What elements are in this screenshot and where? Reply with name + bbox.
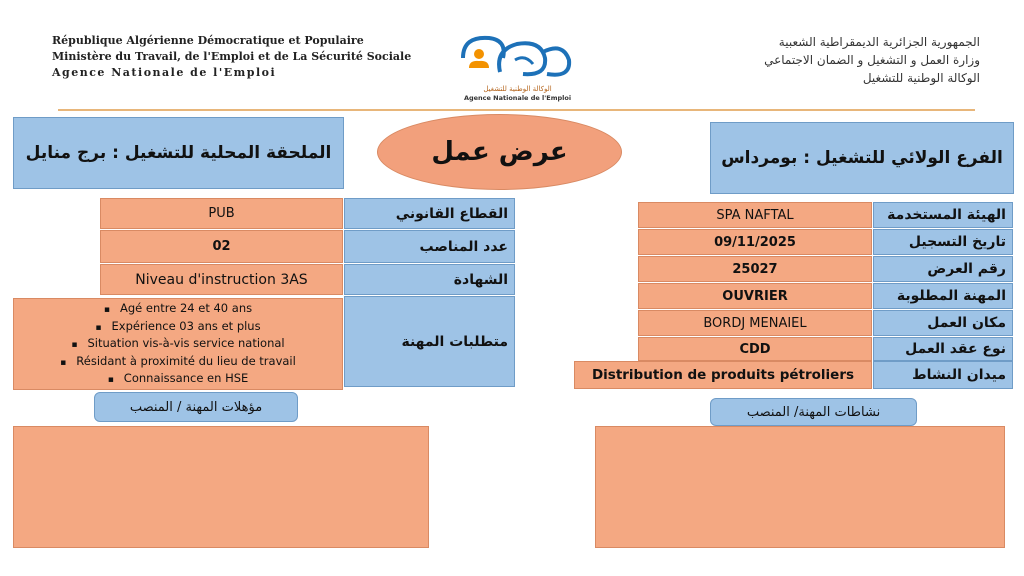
positions-count-label: عدد المناصب [344, 230, 515, 263]
contract-type-label: نوع عقد العمل [873, 337, 1013, 361]
job-offer-title [377, 114, 622, 190]
required-profession-value: OUVRIER [638, 283, 872, 309]
header-ar-line-3: الوكالة الوطنية للتشغيل [862, 71, 980, 85]
registration-date-value: 09/11/2025 [638, 229, 872, 255]
logo-caption-ar: الوكالة الوطنية للتشغيل [483, 85, 552, 93]
requirements-label: متطلبات المهنة [344, 296, 515, 387]
regional-agency-box [710, 122, 1014, 194]
activity-field-label: ميدان النشاط [873, 361, 1013, 389]
requirements-list [13, 298, 343, 390]
offer-number-value: 25027 [638, 256, 872, 282]
header-ar-line-2: وزارة العمل و التشغيل و الضمان الاجتماعي [764, 53, 980, 67]
header-arabic [590, 33, 980, 87]
offer-number-label: رقم العرض [873, 256, 1013, 282]
qualifications-section-label [94, 392, 298, 422]
requirement-item: ▪ Expérience 03 ans et plus [22, 319, 334, 337]
activities-content-box [595, 426, 1005, 548]
regional-agency-text: الفرع الولائي للتشغيل : بومرداس [721, 148, 1003, 168]
header-fr-line-2: Ministère du Travail, de l'Emploi et de La Sécurité Sociale [52, 50, 412, 63]
header-divider [58, 109, 975, 111]
legal-sector-value: PUB [100, 198, 343, 229]
header-fr-line-1: République Algérienne Démocratique et Populaire [52, 34, 364, 47]
employer-label: الهيئة المستخدمة [873, 202, 1013, 228]
diploma-label: الشهادة [344, 264, 515, 295]
workplace-value: BORDJ MENAIEL [638, 310, 872, 336]
requirement-item: ▪ Connaissance en HSE [22, 371, 334, 389]
workplace-label: مكان العمل [873, 310, 1013, 336]
requirement-item: ▪ Résidant à proximité du lieu de travail [22, 354, 334, 372]
header-fr-line-3: Agence Nationale de l'Emploi [52, 66, 277, 79]
diploma-value: Niveau d'instruction 3AS [100, 264, 343, 295]
local-agency-box [13, 117, 344, 189]
positions-count-value: 02 [100, 230, 343, 263]
required-profession-label: المهنة المطلوبة [873, 283, 1013, 309]
header-ar-line-1: الجمهورية الجزائرية الديمقراطية الشعبية [778, 35, 980, 49]
requirement-item: ▪ Agé entre 24 et 40 ans [22, 301, 334, 319]
activities-section-text: نشاطات المهنة/ المنصب [746, 404, 881, 420]
activities-section-label [710, 398, 917, 426]
qualifications-content-box [13, 426, 429, 548]
requirement-item: ▪ Situation vis-à-vis service national [22, 336, 334, 354]
registration-date-label: تاريخ التسجيل [873, 229, 1013, 255]
local-agency-text: الملحقة المحلية للتشغيل : برج منايل [25, 143, 332, 163]
legal-sector-label: القطاع القانوني [344, 198, 515, 229]
header-french [52, 33, 432, 81]
employer-value: SPA NAFTAL [638, 202, 872, 228]
job-offer-title-text: عرض عمل [431, 137, 568, 167]
contract-type-value: CDD [638, 337, 872, 361]
qualifications-section-text: مؤهلات المهنة / المنصب [129, 399, 263, 415]
logo-caption-fr: Agence Nationale de l'Emploi [463, 94, 572, 102]
activity-field-value: Distribution de produits pétroliers [574, 361, 872, 389]
